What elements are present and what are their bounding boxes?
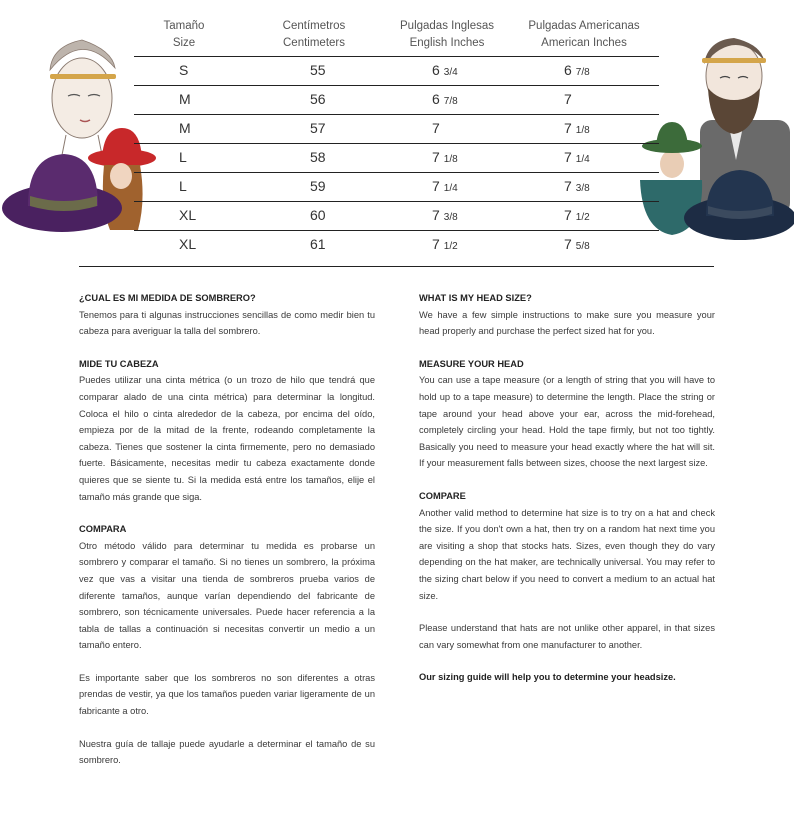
size-row	[134, 56, 659, 85]
header-cm-en: Centimeters	[283, 37, 345, 49]
spanish-compare-body: Otro método válido para determinar tu medida es probarse un sombrero y comparar el tamaño. Si no tienes un sombrero, la próxima vez que vas a visitar una tienda de sombreros prueba varios de diferente tamaños, aunque varían dependiendo del fabricante de sombrero, son técnicamente universales. Puede hacer referencia a la tabla de tallas a continuación si necesitas convertir un medio a un tamaño entero.	[79, 540, 375, 651]
size-row	[134, 143, 659, 172]
american-inches-cell-whole: 6	[564, 62, 572, 78]
american-inches-cell-whole: 7	[564, 207, 572, 223]
english-inches-cell	[432, 91, 458, 107]
english-inches-cell-whole: 6	[432, 62, 440, 78]
american-inches-cell	[564, 120, 590, 136]
cm-cell	[310, 91, 326, 107]
header-american-en: American Inches	[541, 37, 627, 49]
english-note-1: Please understand that hats are not unlike other apparel, in that sizes can vary somewhat from one manufacturer to another.	[419, 623, 715, 650]
spanish-note-2: Nuestra guía de tallaje puede ayudarle a determinar el tamaño de su sombrero.	[79, 738, 375, 766]
cm-cell	[310, 149, 326, 165]
spanish-column	[79, 290, 375, 785]
cm-cell	[310, 207, 326, 223]
size-row	[134, 114, 659, 143]
size-row	[134, 172, 659, 201]
size-cell-whole: S	[179, 62, 189, 78]
spanish-question-body: Tenemos para ti algunas instrucciones sencillas de como medir bien tu cabeza para averiguar la talla del sombrero.	[79, 309, 375, 337]
english-question-title: WHAT IS MY HEAD SIZE?	[419, 293, 532, 303]
american-inches-cell-fraction: 1/8	[575, 125, 590, 136]
size-table-header	[134, 18, 659, 56]
american-inches-cell	[564, 178, 590, 194]
american-inches-cell-fraction: 5/8	[575, 241, 590, 252]
english-note-2: Our sizing guide will help you to determine your headsize.	[419, 672, 676, 683]
header-english-inches	[382, 18, 512, 52]
header-size-en: Size	[172, 37, 196, 49]
english-inches-cell-fraction: 1/8	[443, 154, 458, 165]
size-cell	[179, 120, 191, 136]
english-question-body: We have a few simple instructions to make sure you measure your head properly and purchase the perfect sized hat for you.	[419, 309, 715, 337]
size-cell-whole: M	[179, 91, 191, 107]
spanish-measure-body: Puedes utilizar una cinta métrica (o un trozo de hilo que tendrá que comparar alado de una cinta métrica) para determinar la longitud. Coloca el hilo o cinta alrededor de la cabeza, por encima del oído, empieza por de la mitad de la frente, rodeando completamente la cabeza. Tienes que sostener la cinta firmemente, pero no demasiado fuerte. Básicamente, necesitas medir tu cabeza exactamente donde quieres que se siente tu. Si la medida está entre los tamaños, elije el tamaño más grande que siga.	[79, 375, 375, 502]
american-inches-cell-whole: 7	[564, 120, 572, 136]
header-cm-es: Centímetros	[282, 20, 346, 32]
cm-cell-whole: 59	[310, 178, 326, 194]
english-column	[419, 290, 715, 702]
size-table	[134, 18, 659, 259]
header-american-inches	[514, 18, 654, 52]
header-size	[149, 18, 219, 52]
english-inches-cell-whole: 7	[432, 207, 440, 223]
cm-cell	[310, 120, 326, 136]
english-inches-cell	[432, 149, 458, 165]
size-cell-whole: XL	[179, 236, 197, 252]
size-cell-whole: XL	[179, 207, 197, 223]
size-cell-whole: M	[179, 120, 191, 136]
english-inches-cell-fraction: 3/4	[443, 67, 458, 78]
size-row	[134, 201, 659, 230]
american-inches-cell-fraction: 7/8	[575, 67, 590, 78]
cm-cell	[310, 62, 326, 78]
section-divider	[79, 266, 714, 267]
header-english-en: English Inches	[409, 37, 485, 49]
english-inches-cell-whole: 6	[432, 91, 440, 107]
english-inches-cell	[432, 207, 458, 223]
english-inches-cell-whole: 7	[432, 120, 440, 136]
size-cell	[179, 149, 187, 165]
cm-cell-whole: 61	[310, 236, 326, 252]
header-american-es: Pulgadas Americanas	[528, 20, 640, 32]
american-inches-cell	[564, 236, 590, 252]
english-measure-body: You can use a tape measure (or a length of string that you will have to hold up to a tape measure) to determine the length. Place the string or tape around your head above your ear, across the mid-forehead, completely circling your head. Hold the tape firmly, but not too tightly. Basically you need to measure your head exactly where the hat will sit. If your measurement falls between sizes, choose the next largest size.	[419, 375, 715, 469]
american-inches-cell	[564, 149, 590, 165]
american-inches-cell	[564, 91, 576, 107]
spanish-note-1: Es importante saber que los sombreros no son diferentes a otras prendas de vestir, ya que los tamaños pueden variar ligeramente de un fabricante a otro.	[79, 672, 375, 717]
english-inches-cell-fraction: 1/4	[443, 183, 458, 194]
english-inches-cell	[432, 178, 458, 194]
cm-cell-whole: 58	[310, 149, 326, 165]
american-inches-cell-whole: 7	[564, 236, 572, 252]
american-inches-cell-fraction: 1/2	[575, 212, 590, 223]
size-row	[134, 85, 659, 114]
american-inches-cell-whole: 7	[564, 178, 572, 194]
cm-cell-whole: 60	[310, 207, 326, 223]
english-measure-title: MEASURE YOUR HEAD	[419, 358, 524, 369]
english-inches-cell-whole: 7	[432, 149, 440, 165]
header-english-es: Pulgadas Inglesas	[400, 20, 494, 32]
spanish-question-title: ¿CUAL ES MI MEDIDA DE SOMBRERO?	[79, 293, 256, 303]
english-inches-cell-fraction: 3/8	[443, 212, 458, 223]
size-cell-whole: L	[179, 149, 187, 165]
american-inches-cell-fraction: 1/4	[575, 154, 590, 165]
size-cell	[179, 236, 196, 252]
size-cell-whole: L	[179, 178, 187, 194]
english-inches-cell	[432, 120, 444, 136]
cm-cell-whole: 55	[310, 62, 326, 78]
spanish-measure-title: MIDE TU CABEZA	[79, 358, 159, 369]
size-cell	[179, 178, 187, 194]
header-cm	[259, 18, 369, 52]
spanish-compare-title: COMPARA	[79, 524, 127, 535]
english-inches-cell-fraction: 1/2	[443, 241, 458, 252]
size-cell	[179, 207, 196, 223]
cm-cell-whole: 56	[310, 91, 326, 107]
american-inches-cell	[564, 62, 590, 78]
english-inches-cell-whole: 7	[432, 236, 440, 252]
american-inches-cell-whole: 7	[564, 91, 572, 107]
size-row	[134, 230, 659, 259]
english-compare-body: Another valid method to determine hat size is to try on a hat and check the size. If you don't own a hat, then try on a random hat next time you are visiting a shop that stocks hats. Sizes, even though they do vary depending on the hat maker, are technically universal. You may refer to the sizing chart below if you need to convert a medium to an actual hat size.	[419, 507, 715, 601]
size-table-body	[134, 56, 659, 259]
size-cell	[179, 91, 191, 107]
cm-cell-whole: 57	[310, 120, 326, 136]
american-inches-cell	[564, 207, 590, 223]
english-inches-cell-whole: 7	[432, 178, 440, 194]
size-cell	[179, 62, 188, 78]
cm-cell	[310, 236, 326, 252]
american-inches-cell-whole: 7	[564, 149, 572, 165]
english-inches-cell	[432, 62, 458, 78]
header-size-es: Tamaño	[163, 20, 205, 32]
cm-cell	[310, 178, 326, 194]
english-inches-cell	[432, 236, 458, 252]
english-inches-cell-fraction: 7/8	[443, 96, 458, 107]
english-compare-title: COMPARE	[419, 490, 466, 501]
american-inches-cell-fraction: 3/8	[575, 183, 590, 194]
